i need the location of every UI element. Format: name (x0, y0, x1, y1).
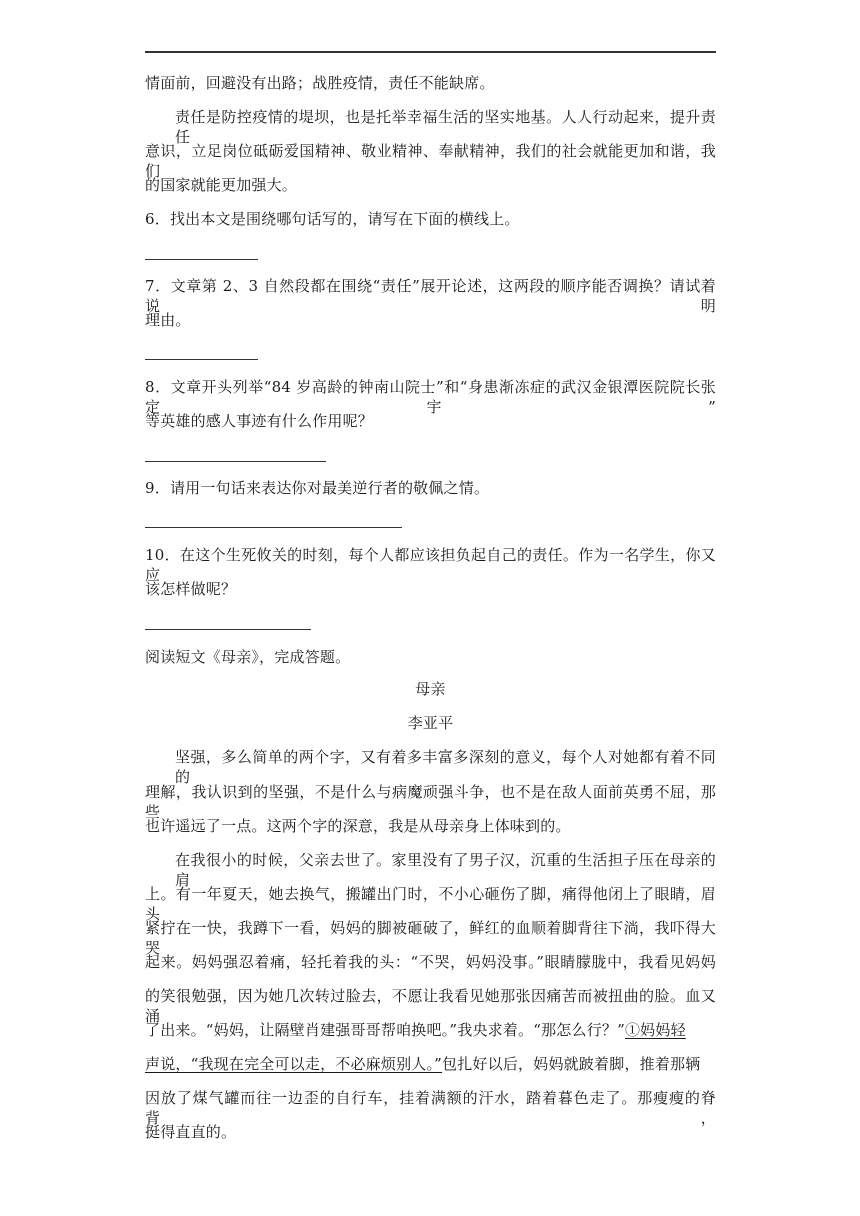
question-10: 10．在这个生死攸关的时刻，每个人都应该担负起自己的责任。作为一名学生，你又应 (145, 546, 716, 584)
underlined-sentence-1: ①妈妈轻 (624, 1021, 686, 1039)
answer-blank-10[interactable] (145, 629, 311, 630)
question-10-cont: 该怎样做呢？ (145, 580, 237, 598)
paragraph-line: 坚强，多么简单的两个字，又有着多丰富多深刻的意义，每个人对她都有着不同的 (175, 748, 716, 786)
article-author: 李亚平 (407, 714, 454, 732)
article-title: 母亲 (415, 680, 446, 698)
reading-instruction: 阅读短文《母亲》，完成答题。 (145, 648, 351, 666)
question-7-cont: 理由。 (145, 311, 191, 329)
header-rule (145, 51, 716, 53)
paragraph-line: 在我很小的时候，父亲去世了。家里没有了男子汉，沉重的生活担子压在母亲的肩 (175, 851, 716, 889)
answer-blank-7[interactable] (145, 359, 258, 360)
question-8: 8．文章开头列举“84 岁高龄的钟南山院士”和“身患渐冻症的武汉金银潭医院院长张定宇” (145, 378, 716, 416)
question-7: 7．文章第 2、3 自然段都在围绕“责任”展开论述，这两段的顺序能否调换？请试着说明 (145, 277, 716, 315)
paragraph-line: 紧拧在一快，我蹲下一看，妈妈的脚被砸破了，鲜红的血顺着脚背往下淌，我吓得大哭 (145, 919, 716, 957)
question-9: 9．请用一句话来表达你对最美逆行者的敬佩之情。 (145, 479, 490, 497)
answer-blank-9[interactable] (145, 527, 402, 528)
answer-blank-8[interactable] (145, 461, 326, 462)
paragraph-line: 起来。妈妈强忍着痛，轻托着我的头：“不哭，妈妈没事。”眼睛朦胧中，我看见妈妈 (145, 953, 716, 971)
text-line: 情面前，回避没有出路；战胜疫情，责任不能缺席。 (145, 74, 495, 92)
paragraph-line (145, 1054, 716, 1074)
paragraph-text: 了出来。“妈妈，让隔壁肖建强哥哥帮咱换吧。”我央求着。“那怎么行？” (145, 1021, 625, 1039)
paragraph-line: 上。有一年夏天，她去换气，搬罐出门时，不小心砸伤了脚，痛得他闭上了眼睛，眉头 (145, 885, 716, 923)
answer-blank-6[interactable] (145, 259, 258, 260)
underlined-sentence-1-cont: 声说，“我现在完全可以走，不必麻烦别人。” (145, 1055, 443, 1073)
paragraph-line (145, 1020, 716, 1040)
question-8-cont: 等英雄的感人事迹有什么作用呢？ (145, 412, 374, 430)
text-line: 的国家就能更加强大。 (145, 176, 298, 194)
paragraph-line: 也许遥远了一点。这两个字的深意，我是从母亲身上体味到的。 (145, 817, 571, 835)
text-line: 责任是防控疫情的堤坝，也是托举幸福生活的坚实地基。人人行动起来，提升责任 (175, 108, 716, 146)
paragraph-line: 挺得直直的。 (145, 1123, 237, 1141)
paragraph-text: 包扎好以后，妈妈就跛着脚，推着那辆 (442, 1055, 701, 1073)
paragraph-line: 的笑很勉强，因为她几次转过脸去，不愿让我看见她那张因痛苦而被扭曲的脸。血又涌 (145, 987, 716, 1025)
paragraph-line: 理解，我认识到的坚强，不是什么与病魔顽强斗争，也不是在敌人面前英勇不屈，那些 (145, 783, 716, 821)
text-line: 意识，立足岗位砥砺爱国精神、敬业精神、奉献精神，我们的社会就能更加和谐，我们 (145, 142, 716, 180)
question-6: 6．找出本文是围绕哪句话写的，请写在下面的横线上。 (145, 210, 520, 228)
paragraph-line: 因放了煤气罐而往一边歪的自行车，挂着满额的汗水，踏着暮色走了。那瘦瘦的脊背， (145, 1089, 716, 1127)
